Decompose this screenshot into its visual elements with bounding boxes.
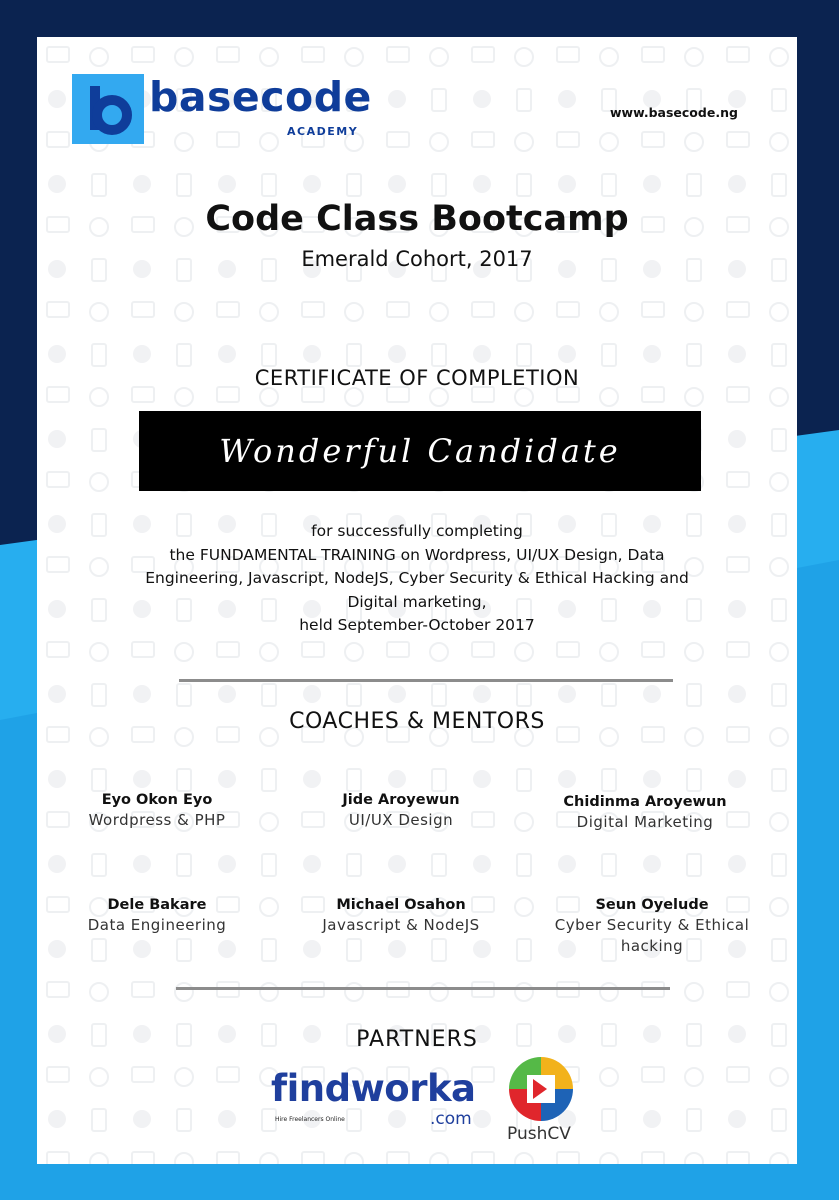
findworka-logo: findworka [271,1067,476,1110]
mentor-role: Data Engineering [87,916,227,934]
brand-logo-mark [72,74,144,144]
certificate-heading: CERTIFICATE OF COMPLETION [254,366,580,390]
body-line: held September-October 2017 [299,616,535,634]
mentor-card [281,895,521,936]
mentor-card [281,790,521,831]
mentor-card [37,895,277,936]
mentor-name: Jide Aroyewun [342,792,460,808]
pushcv-logo-icon [509,1057,573,1121]
mentor-role: Cyber Security & Ethical hacking [554,916,750,955]
mentor-role: Digital Marketing [576,813,714,831]
certificate-card [37,37,797,1164]
certificate-body [97,520,737,638]
cohort-subtitle: Emerald Cohort, 2017 [301,247,533,271]
body-line: Engineering, Javascript, NodeJS, Cyber Security & Ethical Hacking and [145,569,689,587]
mentor-card [525,792,765,833]
findworka-domain: .com [430,1109,472,1129]
program-title: Code Class Bootcamp [205,199,629,239]
mentor-card [532,895,772,957]
findworka-tagline: Hire Freelancers Online [275,1116,345,1123]
website-link[interactable]: www.basecode.ng [610,105,738,120]
mentor-role: Javascript & NodeJS [322,916,480,934]
divider [179,679,673,682]
coaches-heading: COACHES & MENTORS [289,709,545,734]
b-logo-icon [72,74,144,144]
mentor-name: Chidinma Aroyewun [563,794,727,810]
pushcv-name: PushCV [507,1124,571,1144]
brand-subtitle: ACADEMY [287,125,359,138]
mentor-role: UI/UX Design [348,811,454,829]
mentor-name: Dele Bakare [107,897,207,913]
mentor-role: Wordpress & PHP [88,811,226,829]
mentor-name: Seun Oyelude [595,897,709,913]
body-line: for successfully completing [311,522,523,540]
mentor-card [37,790,277,831]
mentor-name: Michael Osahon [336,897,466,913]
mentor-name: Eyo Okon Eyo [101,792,213,808]
body-line: Digital marketing, [347,592,487,611]
body-line: the FUNDAMENTAL TRAINING on Wordpress, UI/UX Design, Data [169,545,665,564]
brand-name: basecode [149,73,372,121]
recipient-name: Wonderful Candidate [219,432,621,470]
partners-heading: PARTNERS [356,1027,478,1052]
divider [176,987,670,990]
